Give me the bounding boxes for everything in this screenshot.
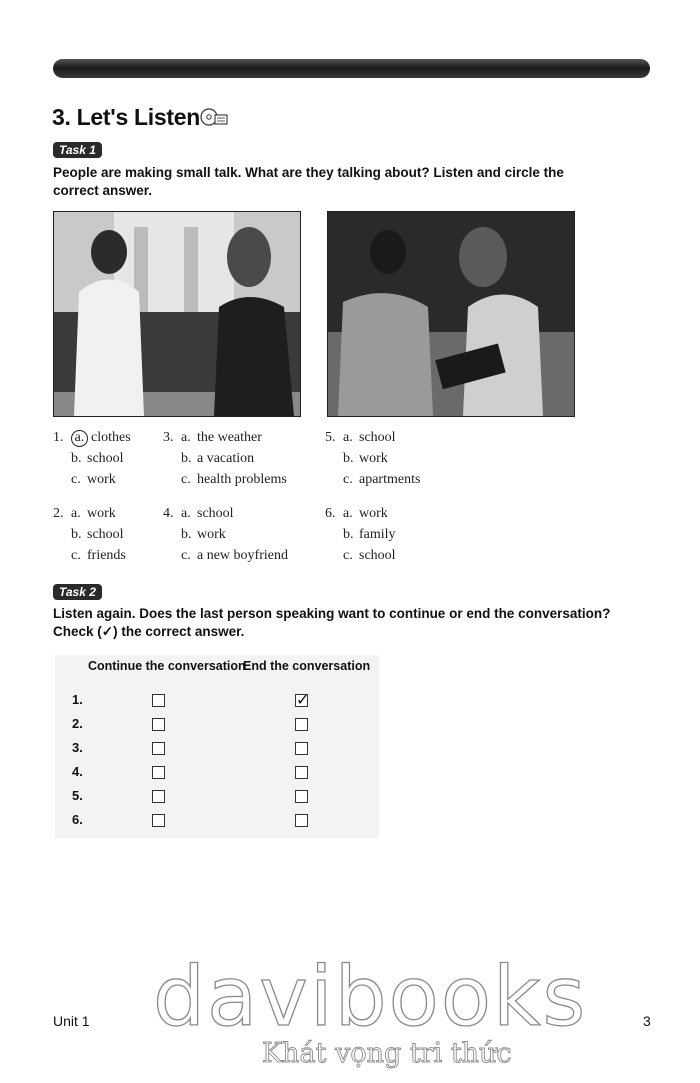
question-number: 3. [163, 430, 174, 445]
task1-instruction-line1: People are making small talk. What are they talking about? Listen and circle the [53, 165, 564, 180]
option-letter[interactable]: b. [181, 527, 192, 542]
question-4 [163, 503, 288, 566]
option-text: work [359, 451, 388, 466]
question-3 [163, 427, 287, 490]
question-number: 1. [53, 430, 64, 445]
option-letter[interactable]: c. [343, 472, 353, 487]
option-letter[interactable]: c. [181, 548, 191, 563]
option-text: friends [87, 548, 126, 563]
question-number: 6. [325, 506, 336, 521]
option-text: work [197, 527, 226, 542]
continue-checkbox[interactable] [152, 766, 165, 779]
option-text: apartments [359, 472, 421, 487]
question-number: 2. [53, 506, 64, 521]
option-letter[interactable]: a. [181, 430, 191, 445]
table-row-label: 2. [72, 716, 83, 731]
question-2 [53, 503, 126, 566]
footer-unit: Unit 1 [53, 1013, 90, 1029]
checkmark-icon: ✓ [296, 692, 310, 709]
option-letter[interactable]: b. [71, 527, 82, 542]
option-text: clothes [91, 430, 131, 445]
option-letter[interactable]: a. [343, 506, 353, 521]
option-text: a new boyfriend [197, 548, 288, 563]
option-letter[interactable]: a. [181, 506, 191, 521]
continue-checkbox[interactable] [152, 790, 165, 803]
circled-answer[interactable]: a. [71, 430, 88, 447]
option-letter[interactable]: a. [343, 430, 353, 445]
question-6 [325, 503, 396, 566]
option-text: work [87, 506, 116, 521]
task2-instruction-line2: Check (✓) the correct answer. [53, 624, 245, 639]
section-header-bar [53, 59, 650, 78]
option-letter[interactable]: c. [181, 472, 191, 487]
continue-checkbox[interactable] [152, 742, 165, 755]
option-text: health problems [197, 472, 287, 487]
end-checkbox[interactable] [295, 790, 308, 803]
task1-badge: Task 1 [53, 142, 102, 158]
option-text: work [87, 472, 116, 487]
watermark-brand: davibooks [153, 950, 588, 1045]
option-letter: b. [71, 451, 82, 466]
footer-page-number: 3 [643, 1013, 651, 1029]
option-text: school [197, 506, 234, 521]
end-checkbox[interactable] [295, 814, 308, 827]
col-header-end: End the conversation [243, 659, 371, 673]
task2-instruction-line1: Listen again. Does the last person speaking want to continue or end the conversation? [53, 606, 611, 621]
watermark-tagline: Khát vọng tri thức [262, 1038, 512, 1069]
continue-checkbox[interactable] [152, 694, 165, 707]
table-row-label: 1. [72, 692, 83, 707]
col-header-continue: Continue the conversation [88, 659, 246, 673]
table-row-label: 5. [72, 788, 83, 803]
option-letter[interactable]: b. [181, 451, 192, 466]
question-number: 5. [325, 430, 336, 445]
option-letter[interactable]: c. [71, 548, 81, 563]
option-text: school [359, 548, 396, 563]
table-row-label: 6. [72, 812, 83, 827]
option-letter[interactable]: b. [343, 527, 354, 542]
option-text: family [359, 527, 396, 542]
option-letter[interactable]: b. [343, 451, 354, 466]
table-row-label: 4. [72, 764, 83, 779]
task2-badge: Task 2 [53, 584, 102, 600]
answer-table [55, 655, 379, 838]
option-text: work [359, 506, 388, 521]
photo-two-women-talking [53, 211, 301, 417]
cd-audio-icon [200, 107, 228, 127]
option-text: school [87, 451, 124, 466]
option-letter[interactable]: c. [343, 548, 353, 563]
option-text: school [87, 527, 124, 542]
end-checkbox[interactable] [295, 718, 308, 731]
end-checkbox[interactable] [295, 742, 308, 755]
option-text: the weather [197, 430, 262, 445]
question-5 [325, 427, 420, 490]
option-text: a vacation [197, 451, 255, 466]
table-row-label: 3. [72, 740, 83, 755]
option-text: school [359, 430, 396, 445]
continue-checkbox[interactable] [152, 718, 165, 731]
end-checkbox[interactable] [295, 766, 308, 779]
end-checkbox[interactable] [295, 694, 308, 707]
continue-checkbox[interactable] [152, 814, 165, 827]
question-1 [53, 427, 131, 490]
option-letter[interactable]: a. [71, 506, 81, 521]
photo-two-students-with-book [327, 211, 575, 417]
task1-instruction-line2: correct answer. [53, 183, 153, 198]
section-title: 3. Let's Listen [52, 104, 200, 130]
option-letter: c. [71, 472, 81, 487]
question-number: 4. [163, 506, 174, 521]
